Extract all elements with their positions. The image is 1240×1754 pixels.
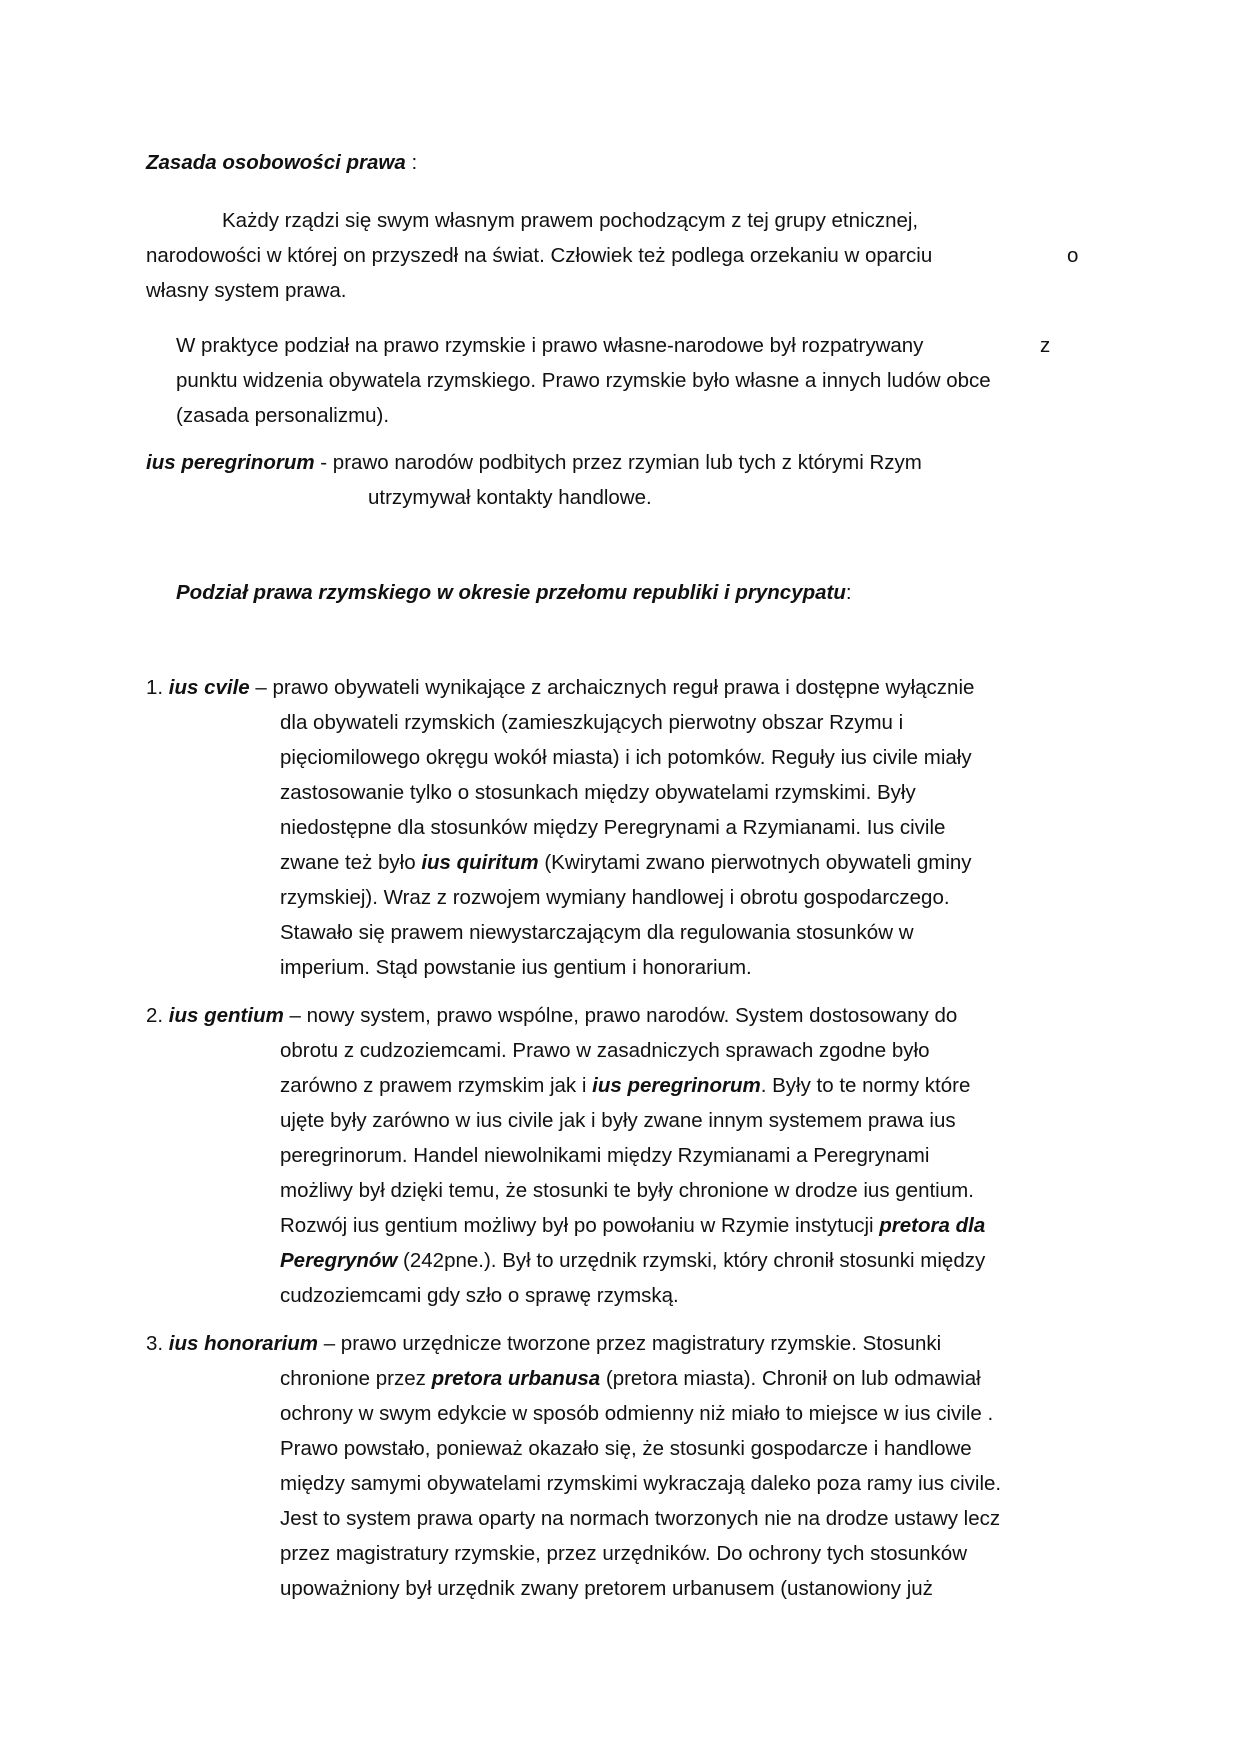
list-item-1-line: imperium. Stąd powstanie ius gentium i honorarium. bbox=[280, 956, 752, 979]
list-number: 1. bbox=[146, 676, 169, 699]
heading-suffix: : bbox=[845, 581, 852, 604]
paragraph-1-line-2: narodowości w której on przyszedł na świat. Człowiek też podlega orzekaniu w oparciu bbox=[146, 244, 933, 267]
list-item-2-line bbox=[280, 1211, 985, 1241]
list-item-3-line: przez magistratury rzymskie, przez urzędników. Do ochrony tych stosunków bbox=[280, 1542, 968, 1565]
list-item-2-line: możliwy był dzięki temu, że stosunki te były chronione w drodze ius gentium. bbox=[280, 1179, 974, 1202]
list-term: ius gentium bbox=[168, 1004, 284, 1027]
list-term: ius quiritum bbox=[421, 851, 539, 874]
paragraph-1-line-2-end: o bbox=[1067, 244, 1079, 267]
list-item-1-line: rzymskiej). Wraz z rozwojem wymiany handlowej i obrotu gospodarczego. bbox=[280, 886, 950, 909]
list-item-3-line: Prawo powstało, ponieważ okazało się, że stosunki gospodarcze i handlowe bbox=[280, 1437, 972, 1460]
definition-line-2: utrzymywał kontakty handlowe. bbox=[368, 486, 652, 509]
section-heading-1 bbox=[146, 148, 417, 178]
list-item-1-line: dla obywateli rzymskich (zamieszkujących pierwotny obszar Rzymu i bbox=[280, 711, 904, 734]
list-term: pretora urbanusa bbox=[431, 1367, 601, 1390]
list-item-2-line bbox=[280, 1071, 970, 1101]
list-item-2-line bbox=[280, 1246, 985, 1276]
list-item-1-line: pięciomilowego okręgu wokół miasta) i ich potomków. Reguły ius civile miały bbox=[280, 746, 972, 769]
list-item-3-line: upoważniony był urzędnik zwany pretorem urbanusem (ustanowiony już bbox=[280, 1577, 933, 1600]
definition-text: - prawo narodów podbitych przez rzymian lub tych z którymi Rzym bbox=[314, 451, 922, 474]
list-text: . Były to te normy które bbox=[760, 1074, 971, 1097]
list-number: 2. bbox=[146, 1004, 169, 1027]
definition-term: ius peregrinorum bbox=[146, 451, 315, 474]
paragraph-2-line-2: punktu widzenia obywatela rzymskiego. Prawo rzymskie było własne a innych ludów obce bbox=[176, 369, 991, 392]
list-term: Peregrynów bbox=[280, 1249, 398, 1272]
list-item-1-line-1 bbox=[146, 673, 974, 703]
list-term: ius cvile bbox=[168, 676, 250, 699]
list-item-2-line-1 bbox=[146, 1001, 957, 1031]
list-term: ius honorarium bbox=[168, 1332, 319, 1355]
heading-title: Podział prawa rzymskiego w okresie przełomu republiki i pryncypatu bbox=[176, 581, 846, 604]
list-term: ius peregrinorum bbox=[592, 1074, 761, 1097]
list-text: – prawo urzędnicze tworzone przez magistratury rzymskie. Stosunki bbox=[318, 1332, 942, 1355]
list-item-3-line: między samymi obywatelami rzymskimi wykraczają daleko poza ramy ius civile. bbox=[280, 1472, 1002, 1495]
list-term: pretora dla bbox=[879, 1214, 986, 1237]
heading-title: Zasada osobowości prawa bbox=[146, 151, 406, 174]
list-item-1-line: Stawało się prawem niewystarczającym dla regulowania stosunków w bbox=[280, 921, 914, 944]
list-number: 3. bbox=[146, 1332, 169, 1355]
list-item-3-line: ochrony w swym edykcie w sposób odmienny niż miało to miejsce w ius civile . bbox=[280, 1402, 994, 1425]
paragraph-2-line-1-end: z bbox=[1040, 334, 1051, 357]
paragraph-1-line-1: Każdy rządzi się swym własnym prawem pochodzącym z tej grupy etnicznej, bbox=[222, 209, 919, 232]
list-text: (Kwirytami zwano pierwotnych obywateli gminy bbox=[538, 851, 972, 874]
paragraph-2-line-3: (zasada personalizmu). bbox=[176, 404, 390, 427]
list-text: – prawo obywateli wynikające z archaicznych reguł prawa i dostępne wyłącznie bbox=[249, 676, 975, 699]
list-item-2-line: obrotu z cudzoziemcami. Prawo w zasadniczych sprawach zgodne było bbox=[280, 1039, 930, 1062]
list-item-2-line: peregrinorum. Handel niewolnikami między Rzymianami a Peregrynami bbox=[280, 1144, 930, 1167]
list-text: chronione przez bbox=[280, 1367, 432, 1390]
definition-line-1 bbox=[146, 448, 922, 478]
list-item-1-line bbox=[280, 848, 972, 878]
list-text: (pretora miasta). Chronił on lub odmawiał bbox=[600, 1367, 981, 1390]
list-text: Rozwój ius gentium możliwy był po powołaniu w Rzymie instytucji bbox=[280, 1214, 880, 1237]
section-heading-2 bbox=[176, 578, 852, 608]
list-item-2-line: cudzoziemcami gdy szło o sprawę rzymską. bbox=[280, 1284, 679, 1307]
list-text: zwane też było bbox=[280, 851, 422, 874]
paragraph-1-line-3: własny system prawa. bbox=[146, 279, 347, 302]
list-item-2-line: ujęte były zarówno w ius civile jak i były zwane innym systemem prawa ius bbox=[280, 1109, 956, 1132]
list-item-3-line bbox=[280, 1364, 981, 1394]
list-item-1-line: niedostępne dla stosunków między Peregrynami a Rzymianami. Ius civile bbox=[280, 816, 946, 839]
list-text: (242pne.). Był to urzędnik rzymski, który chronił stosunki między bbox=[397, 1249, 986, 1272]
list-item-3-line: Jest to system prawa oparty na normach tworzonych nie na drodze ustawy lecz bbox=[280, 1507, 1001, 1530]
list-text: – nowy system, prawo wspólne, prawo narodów. System dostosowany do bbox=[283, 1004, 958, 1027]
heading-suffix: : bbox=[405, 151, 418, 174]
list-text: zarówno z prawem rzymskim jak i bbox=[280, 1074, 593, 1097]
list-item-1-line: zastosowanie tylko o stosunkach między obywatelami rzymskimi. Były bbox=[280, 781, 916, 804]
list-item-3-line-1 bbox=[146, 1329, 941, 1359]
paragraph-2-line-1: W praktyce podział na prawo rzymskie i prawo własne-narodowe był rozpatrywany bbox=[176, 334, 924, 357]
